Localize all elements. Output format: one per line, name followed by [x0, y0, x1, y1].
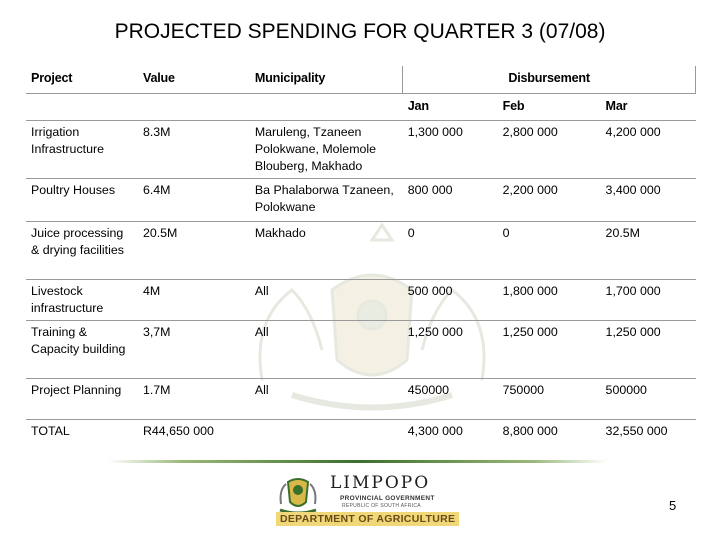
- table-row: [26, 179, 696, 222]
- cell-feb: 750000: [498, 379, 601, 420]
- header-row: [26, 66, 696, 94]
- cell-jan: 0: [403, 222, 498, 280]
- cell-municipality: Ba Phalaborwa Tzaneen, Polokwane: [250, 179, 403, 222]
- cell-mar: 3,400 000: [601, 179, 696, 222]
- cell-value: 1.7M: [138, 379, 250, 420]
- cell-project: Juice processing & drying facilities: [26, 222, 138, 280]
- cell-project: Project Planning: [26, 379, 138, 420]
- cell-value: 6.4M: [138, 179, 250, 222]
- header-jan: Jan: [403, 94, 498, 121]
- cell-value: 4M: [138, 280, 250, 321]
- header-feb: Feb: [498, 94, 601, 121]
- cell-value: 8.3M: [138, 121, 250, 179]
- cell-mar: 4,200 000: [601, 121, 696, 179]
- cell-municipality: All: [250, 280, 403, 321]
- cell-municipality: Maruleng, Tzaneen Polokwane, Molemole Blouberg, Makhado: [250, 121, 403, 179]
- table-row: [26, 222, 696, 280]
- header-municipality: Municipality: [250, 66, 403, 94]
- spending-table: [26, 66, 696, 443]
- limpopo-crest-icon: [276, 472, 320, 516]
- cell-project: Livestock infrastructure: [26, 280, 138, 321]
- header-project: Project: [26, 66, 138, 94]
- cell-mar: 1,250 000: [601, 321, 696, 379]
- cell-jan: 1,300 000: [403, 121, 498, 179]
- cell-project: Training & Capacity building: [26, 321, 138, 379]
- header-value: Value: [138, 66, 250, 94]
- department-banner: DEPARTMENT OF AGRICULTURE: [276, 512, 459, 526]
- cell-value: 3,7M: [138, 321, 250, 379]
- logo-tagline: REPUBLIC OF SOUTH AFRICA: [342, 503, 421, 509]
- header-disbursement: Disbursement: [403, 66, 696, 94]
- footer-divider: [108, 460, 608, 463]
- cell-jan: 1,250 000: [403, 321, 498, 379]
- cell-total-jan: 4,300 000: [407, 424, 463, 438]
- cell-project: Poultry Houses: [26, 179, 138, 222]
- header-months-row: [26, 94, 696, 121]
- cell-value: 20.5M: [138, 222, 250, 280]
- table-row: [26, 280, 696, 321]
- cell-total-feb: 8,800 000: [502, 424, 558, 438]
- cell-jan: 500 000: [403, 280, 498, 321]
- cell-jan: 800 000: [403, 179, 498, 222]
- cell-mar: 20.5M: [601, 222, 696, 280]
- cell-municipality: All: [250, 321, 403, 379]
- header-mar: Mar: [601, 94, 696, 121]
- cell-mar: 500000: [601, 379, 696, 420]
- cell-project: Irrigation Infrastructure: [26, 121, 138, 179]
- cell-total-municipality: [250, 420, 403, 444]
- cell-mar: 1,700 000: [601, 280, 696, 321]
- table-row: [26, 379, 696, 420]
- cell-feb: 0: [498, 222, 601, 280]
- page-number: 5: [669, 498, 677, 513]
- cell-jan: 450000: [403, 379, 498, 420]
- table-row: [26, 321, 696, 379]
- logo-subtitle: PROVINCIAL GOVERNMENT: [340, 495, 435, 502]
- cell-municipality: All: [250, 379, 403, 420]
- logo-title: LIMPOPO: [330, 473, 431, 493]
- cell-feb: 1,250 000: [498, 321, 601, 379]
- cell-feb: 2,800 000: [498, 121, 601, 179]
- cell-feb: 1,800 000: [498, 280, 601, 321]
- slide-title: PROJECTED SPENDING FOR QUARTER 3 (07/08): [114, 20, 606, 43]
- cell-total-mar: 32,550 000: [605, 424, 668, 438]
- table-row: [26, 121, 696, 179]
- total-row: [26, 420, 696, 444]
- cell-feb: 2,200 000: [498, 179, 601, 222]
- cell-total-value: R44,650 000: [142, 424, 214, 438]
- cell-municipality: Makhado: [250, 222, 403, 280]
- cell-total-label: TOTAL: [31, 424, 70, 438]
